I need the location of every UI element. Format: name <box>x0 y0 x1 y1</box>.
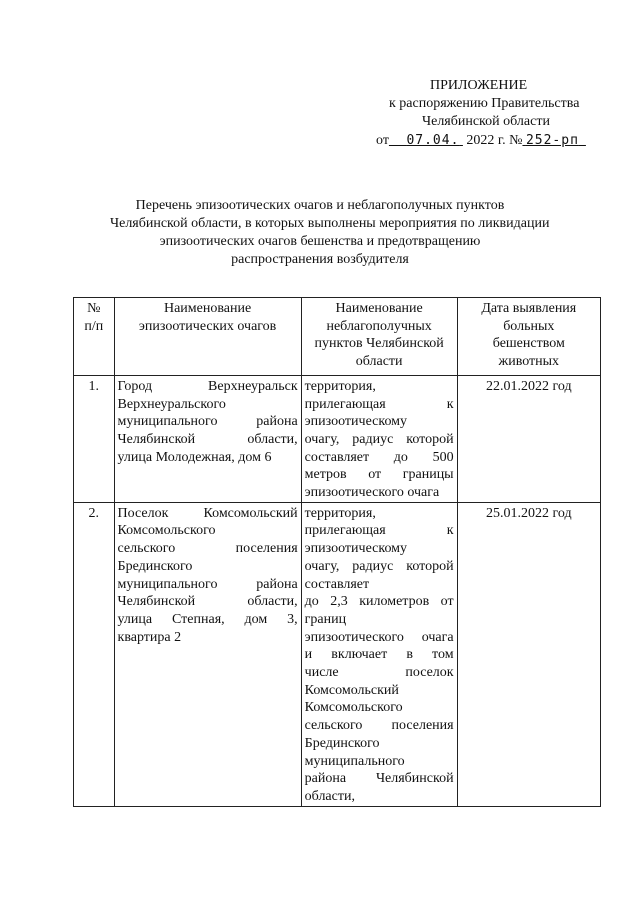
area-description: территория, прилегающая к эпизоотическому очагу, радиус которой составляет до 2,3 километров от границ эпизоотического очага и включает в том числе поселок Комсомольский Комсомольского сельского поселения Брединского муниципального района Челябинской области, <box>301 502 457 806</box>
date-value: 07.04. <box>406 133 460 148</box>
title-line: Перечень эпизоотических очагов и неблагополучных пунктов <box>135 198 505 213</box>
appendix-line-1: к распоряжению Правительства <box>389 96 580 111</box>
header-number: № п/п <box>74 298 115 376</box>
table-header-row <box>74 298 601 376</box>
title-line: распространения возбудителя <box>231 252 409 267</box>
number-field <box>522 133 585 148</box>
header-detection-date: Дата выявления больных бешенством животных <box>457 298 600 376</box>
header-area-name: Наименование неблагополучных пунктов Челябинской области <box>301 298 457 376</box>
row-number: 1. <box>74 375 115 502</box>
detection-date: 22.01.2022 год <box>457 375 600 502</box>
year-label: 2022 г. № <box>466 133 523 148</box>
row-number: 2. <box>74 502 115 806</box>
foci-table <box>73 297 601 807</box>
table-row <box>74 375 601 502</box>
header-focus-name: Наименование эпизоотических очагов <box>114 298 301 376</box>
from-label: от <box>376 133 389 148</box>
focus-name: Город Верхнеуральск Верхнеуральского муниципального района Челябинской области, улица Молодежная, дом 6 <box>114 375 301 502</box>
appendix-date-line <box>376 132 586 150</box>
appendix-line-2: Челябинской области <box>422 114 550 129</box>
title-line: Челябинской области, в которых выполнены мероприятия по ликвидации <box>110 216 550 231</box>
document-title <box>110 197 550 269</box>
number-value: 252-рп <box>525 133 579 148</box>
date-field <box>389 133 463 148</box>
detection-date: 25.01.2022 год <box>457 502 600 806</box>
table-row <box>74 502 601 806</box>
area-description: территория, прилегающая к эпизоотическому очагу, радиус которой составляет до 500 метров от границы эпизоотического очага <box>301 375 457 502</box>
focus-name: Поселок Комсомольский Комсомольского сельского поселения Брединского муниципального района Челябинской области, улица Степная, дом 3, квартира 2 <box>114 502 301 806</box>
appendix-title: ПРИЛОЖЕНИЕ <box>430 78 528 93</box>
title-line: эпизоотических очагов бешенства и предотвращению <box>159 234 481 249</box>
